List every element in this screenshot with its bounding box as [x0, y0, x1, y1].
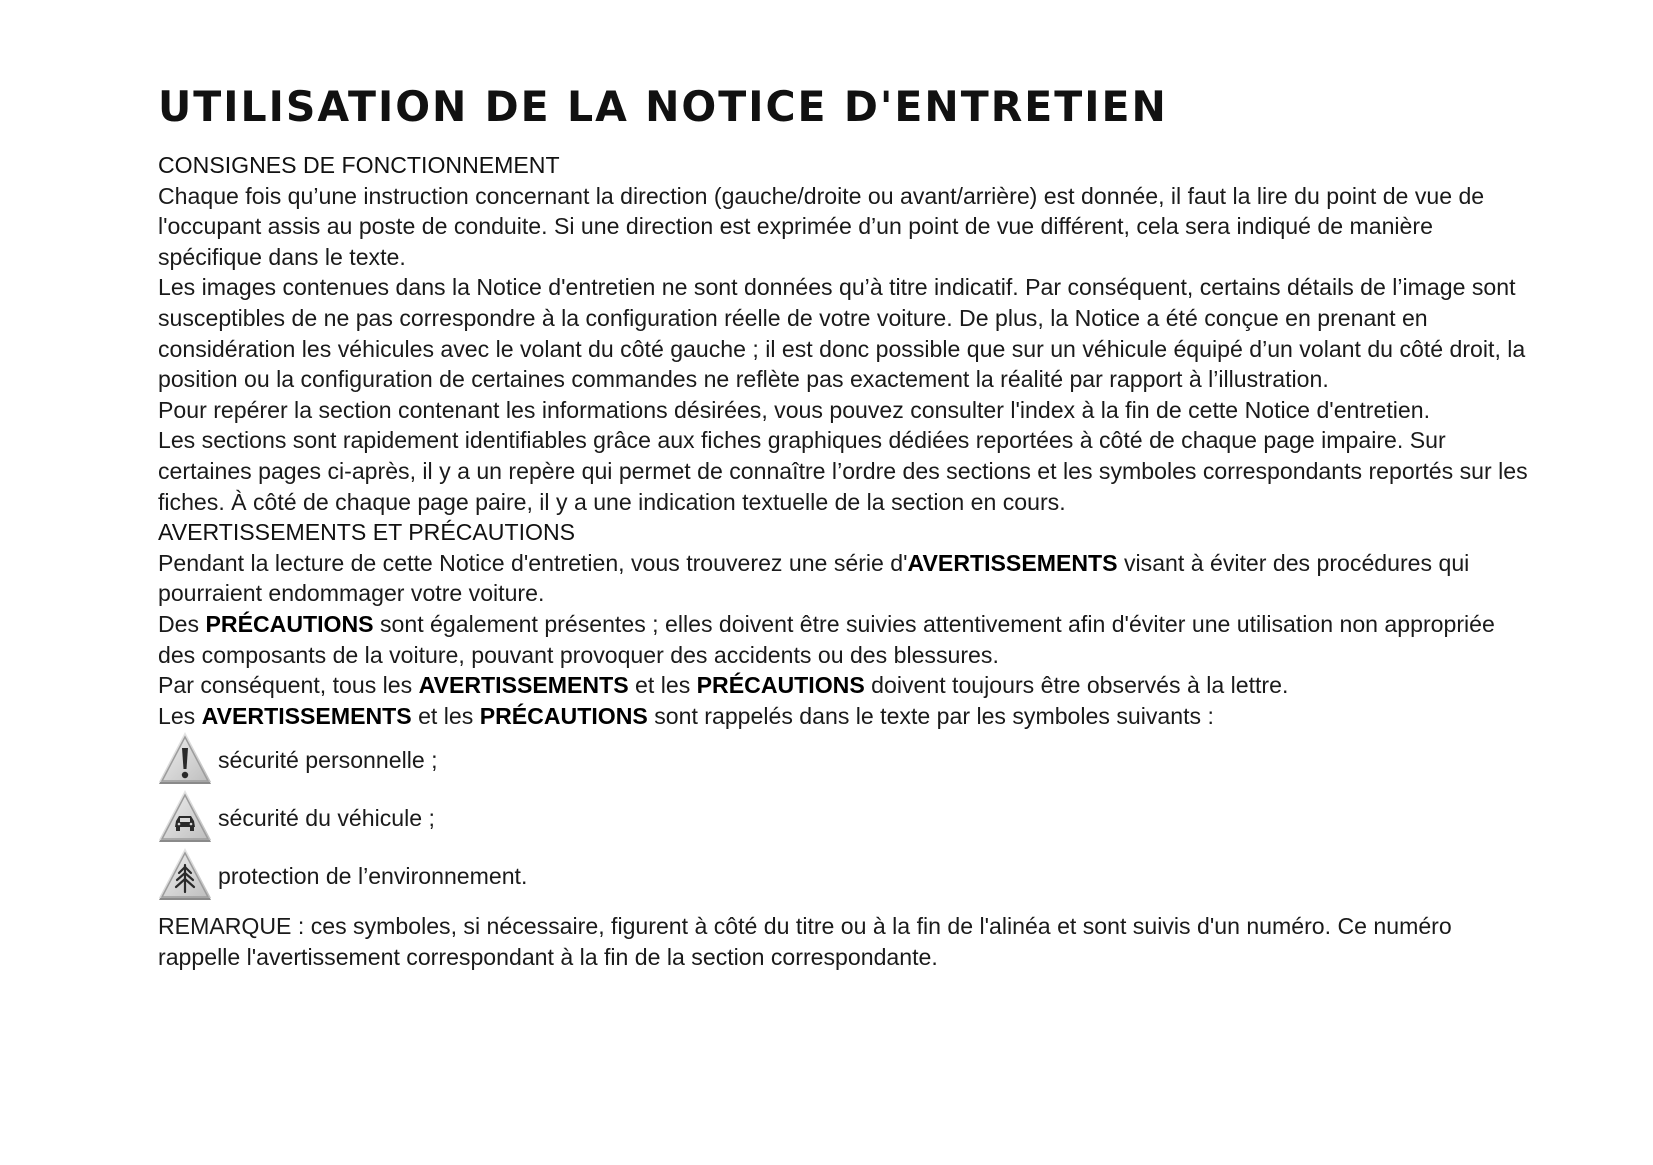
document-body [158, 150, 1538, 972]
text: et les [628, 672, 697, 699]
text: sont rappelés dans le texte par les symboles suivants : [647, 702, 1214, 729]
paragraph [158, 701, 1538, 732]
paragraph: Pour repérer la section contenant les informations désirées, vous pouvez consulter l'index à la fin de cette Notice d'entretien. [158, 396, 1430, 423]
text: Les [158, 702, 202, 729]
warning-tree-icon [156, 847, 214, 905]
symbol-row-environment [158, 847, 1538, 905]
symbol-row-vehicle-safety [158, 789, 1538, 847]
symbol-label: sécurité du véhicule ; [218, 804, 435, 831]
paragraph: Les images contenues dans la Notice d'entretien ne sont données qu’à titre indicatif. Par conséquent, certains détails de l’image sont susceptibles de ne pas correspondre à la configuration réelle de votre voiture. De plus, la Notice a été conçue en prenant en considération les véhicules avec le volant du côté gauche ; il est donc possible que sur un véhicule équipé d’un volant du côté droit, la position ou la configuration de certaines commandes ne reflète pas exactement la réalité par rapport à l’illustration. [158, 274, 1526, 393]
bold-term: PRÉCAUTIONS [696, 672, 865, 699]
paragraph: Chaque fois qu’une instruction concernant la direction (gauche/droite ou avant/arrière) est donnée, il faut la lire du point de vue de l'occupant assis au poste de conduite. Si une direction est exprimée d’un point de vue différent, cela sera indiqué de manière spécifique dans le texte. [158, 182, 1485, 270]
bold-term: PRÉCAUTIONS [205, 610, 374, 637]
section-heading-operating-instructions: CONSIGNES DE FONCTIONNEMENT [158, 152, 560, 178]
text: et les [411, 702, 480, 729]
symbol-label: sécurité personnelle ; [218, 746, 438, 773]
text: sont également présentes ; elles doivent être suivies attentivement afin d'éviter une utilisation non appropriée des composants de la voiture, pouvant provoquer des accidents ou des blessures. [158, 610, 1495, 668]
text: visant à éviter des procédures qui pourraient endommager votre voiture. [158, 549, 1470, 607]
text: doivent toujours être observés à la lettre. [864, 672, 1289, 699]
warning-car-icon [156, 789, 214, 847]
page-title: UTILISATION DE LA NOTICE D'ENTRETIEN [158, 82, 1168, 131]
warning-exclamation-icon [156, 731, 214, 789]
symbol-row-personal-safety [158, 731, 1538, 789]
paragraph [158, 548, 1538, 609]
text: Par conséquent, tous les [158, 672, 419, 699]
section-heading-warnings-precautions: AVERTISSEMENTS ET PRÉCAUTIONS [158, 519, 576, 546]
bold-term: AVERTISSEMENTS [418, 672, 629, 699]
bold-term: AVERTISSEMENTS [201, 702, 412, 729]
remark-paragraph: REMARQUE : ces symboles, si nécessaire, figurent à côté du titre ou à la fin de l'alinéa et sont suivis d'un numéro. Ce numéro rappelle l'avertissement correspondant à la fin de la section correspondante. [158, 913, 1452, 970]
bold-term: PRÉCAUTIONS [479, 702, 648, 729]
text: Des [158, 610, 206, 637]
text: Pendant la lecture de cette Notice d'entretien, vous trouverez une série d' [158, 549, 908, 576]
symbol-label: protection de l’environnement. [218, 862, 528, 889]
paragraph [158, 609, 1538, 670]
bold-term: AVERTISSEMENTS [907, 549, 1118, 576]
paragraph [158, 670, 1538, 701]
paragraph: Les sections sont rapidement identifiables grâce aux fiches graphiques dédiées reportées à côté de chaque page impaire. Sur certaines pages ci-après, il y a un repère qui permet de connaître l’ordre des sections et les symboles correspondants reportés sur les fiches. À côté de chaque page paire, il y a une indication textuelle de la section en cours. [158, 427, 1528, 515]
